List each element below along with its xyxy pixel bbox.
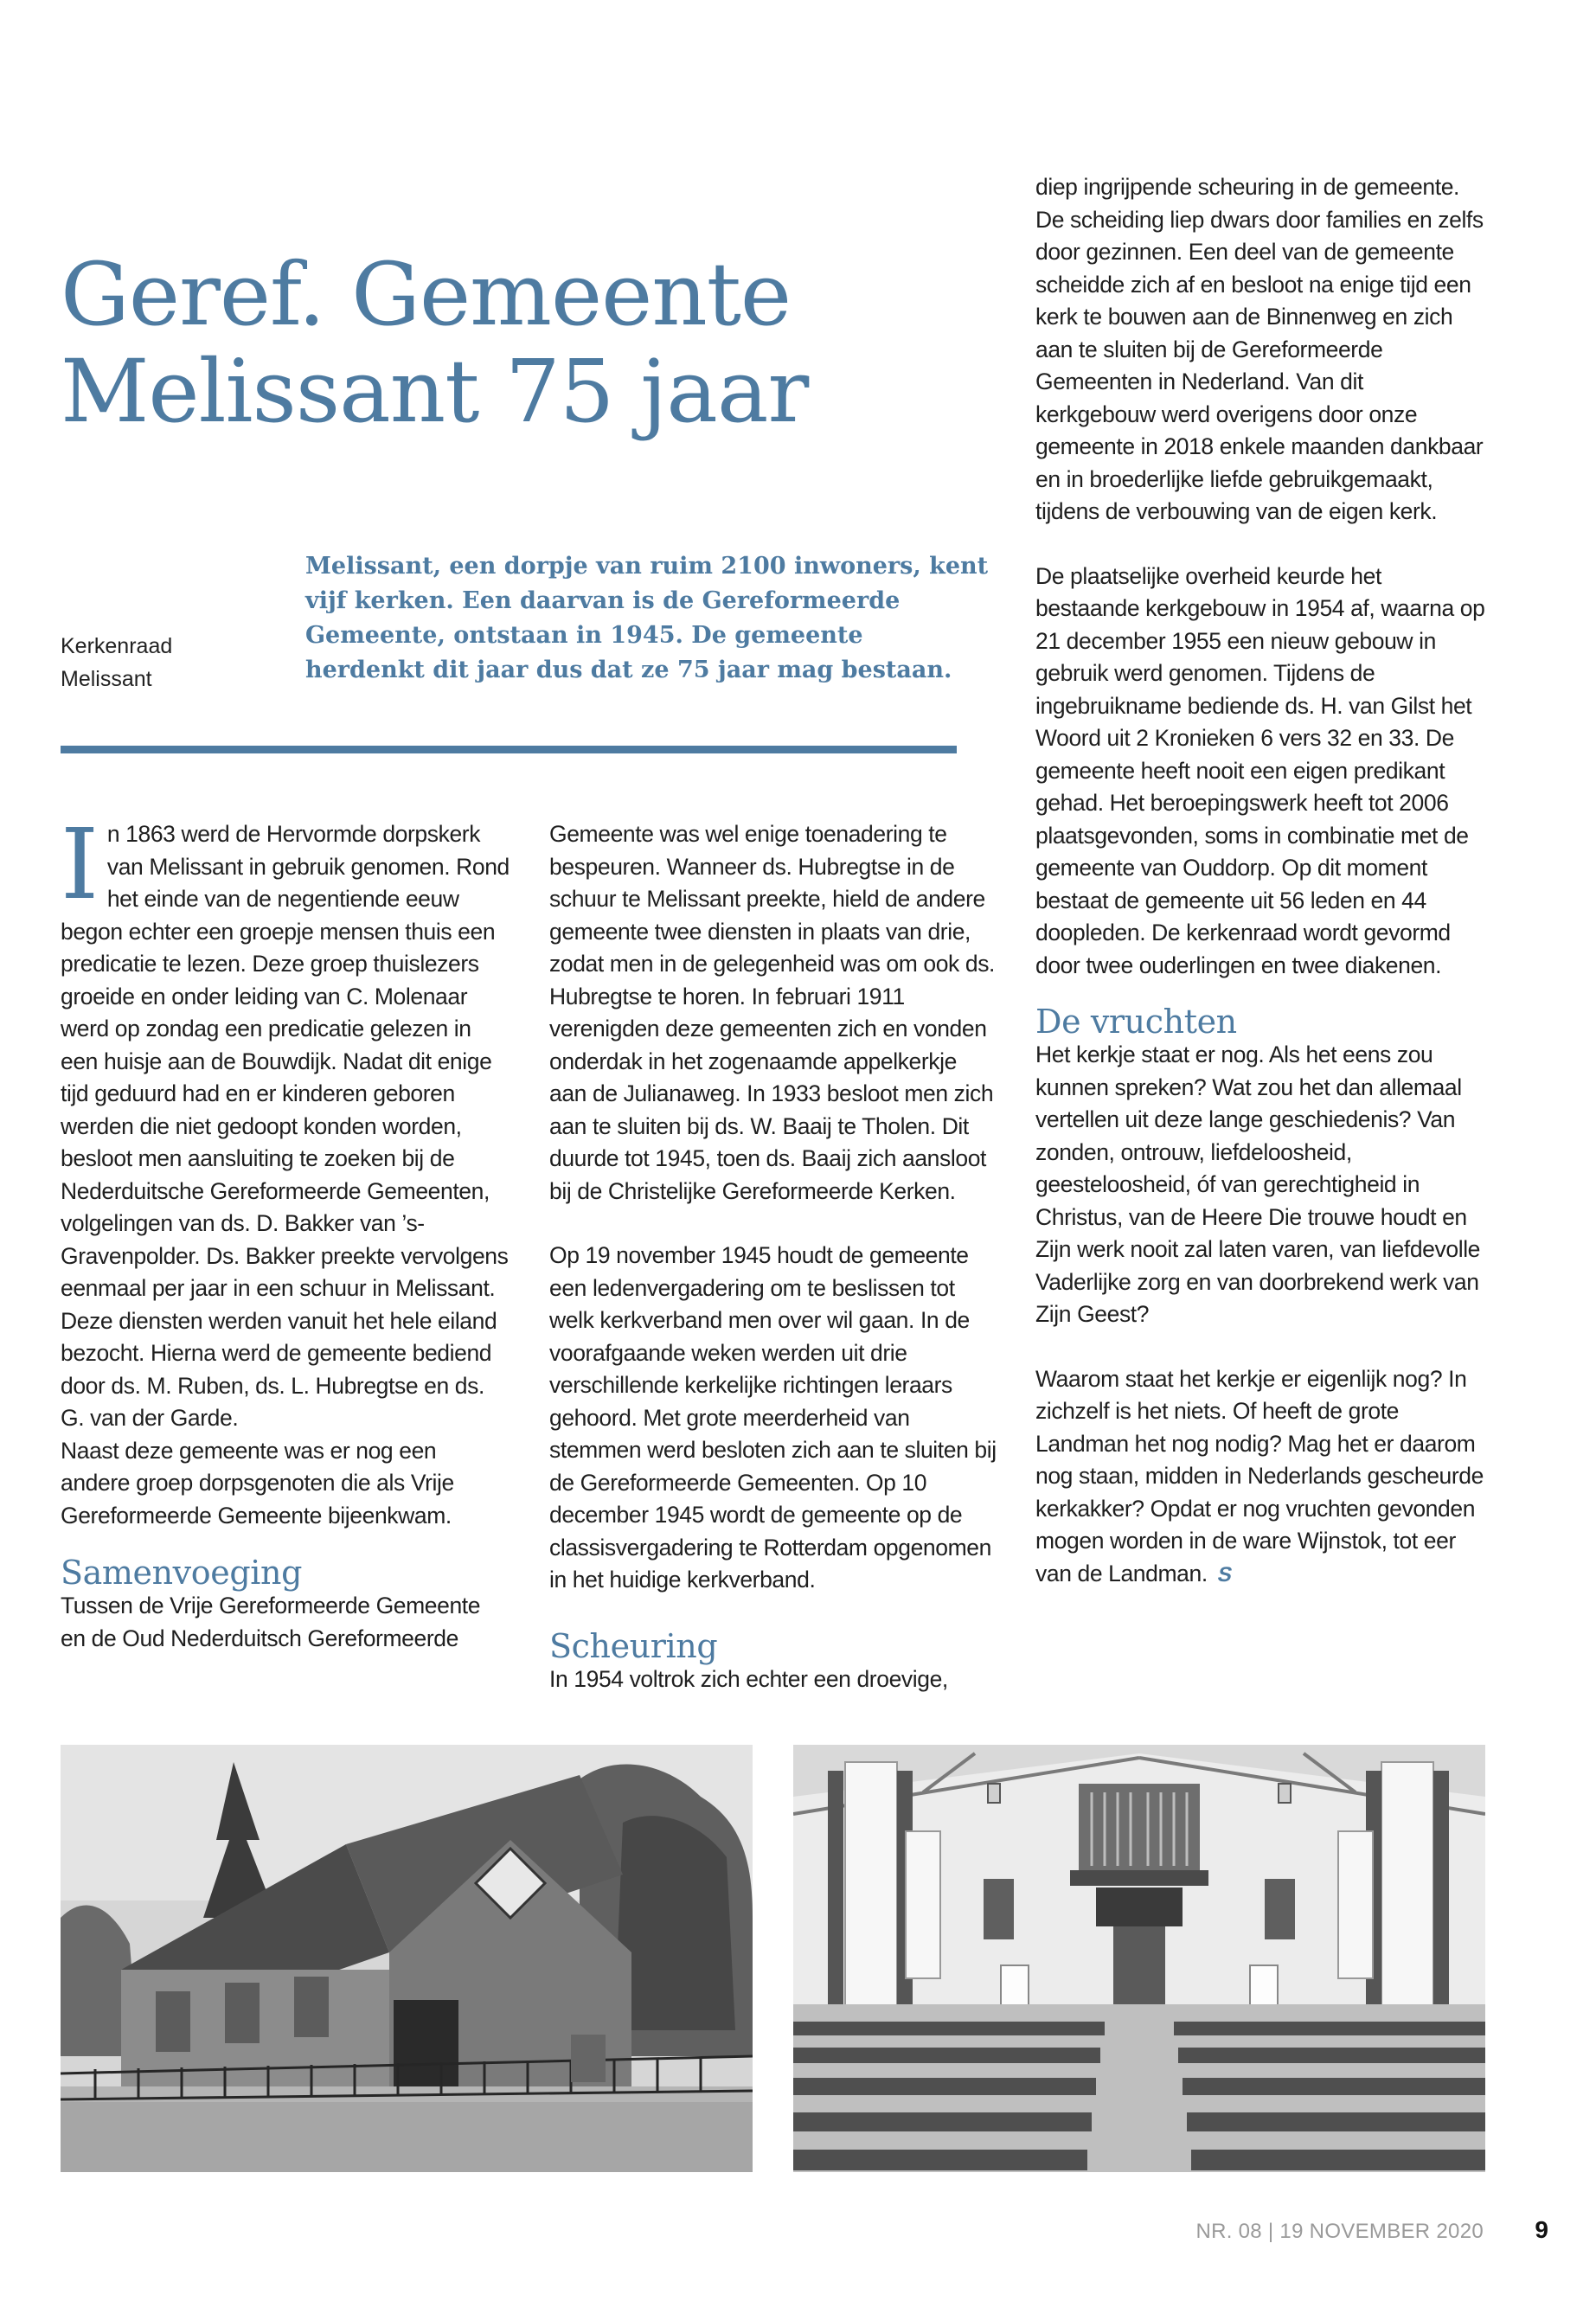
col3-paragraph-4 bbox=[1035, 1363, 1485, 1592]
end-mark-icon: S bbox=[1215, 1562, 1234, 1586]
article-title bbox=[61, 244, 969, 442]
title-line-1: Geref. Gemeente bbox=[61, 244, 792, 345]
column-1 bbox=[61, 809, 510, 1655]
page-number: 9 bbox=[1535, 2216, 1548, 2243]
author-byline bbox=[61, 630, 172, 695]
author-line-2: Melissant bbox=[61, 667, 152, 691]
col3-paragraph-1: diep ingrijpende scheuring in de gemeente. De scheiding liep dwars door families en zelfs door gezinnen. Een deel van de gemeente scheidde zich af en besloot na enige tijd een kerk te bouwen aan de Binnenweg en zich aan te sluiten bij de Gereformeerde Gemeenten in Nederland. Van dit kerkgebouw werd overigens door onze gemeente in 2018 enkele maanden dankbaar en in broederlijke liefde gebruikgemaakt, tijdens de verbouwing van de eigen kerk. bbox=[1035, 174, 1484, 524]
subhead-samenvoeging: Samenvoeging bbox=[61, 1554, 302, 1592]
issue-info: NR. 08 | 19 NOVEMBER 2020 bbox=[1195, 2220, 1484, 2243]
drop-cap: I bbox=[61, 809, 99, 921]
col2-paragraph-2: Op 19 november 1945 houdt de gemeente een ledenvergadering om te beslissen tot welk kerkverband men over wil gaan. In de voorafgaande weken werden uit drie verschillende kerkelijke richtingen leraars gehoord. Met grote meerderheid van stemmen werd besloten zich aan te sluiten bij de Gereformeerde Gemeenten. Op 10 december 1945 wordt de gemeente op de classisvergadering te Rotterdam opgenomen in het huidige kerkverband. bbox=[549, 1242, 997, 1593]
col3-paragraph-4-text: Waarom staat het kerkje er eigenlijk nog? In zichzelf is het niets. Of heeft de grote Landman het nog nodig? Mag het er daarom nog staan, midden in Nederlands gescheurde kerkakker? Opdat er nog vruchten gevonden mogen worden in de ware Wijnstok, tot eer van de Landman. bbox=[1035, 1365, 1484, 1586]
page-footer bbox=[1168, 2214, 1548, 2249]
section-divider bbox=[61, 746, 957, 753]
col2-paragraph-1: Gemeente was wel enige toenadering te bespeuren. Wanneer ds. Hubregtse in de schuur te Melissant preekte, hield de andere gemeente twee diensten in plaats van drie, zodat men in de gelegenheid was om ook ds. Hubregtse te horen. In februari 1911 verenigden deze gemeenten zich en vonden onderdak in het zogenaamde appelkerkje aan de Julianaweg. In 1933 besloot men zich aan te sluiten bij ds. W. Baaij te Tholen. Dit duurde tot 1945, toen ds. Baaij zich aansloot bij de Christelijke Gereformeerde Kerken. bbox=[549, 821, 996, 1204]
subhead-de-vruchten: De vruchten bbox=[1035, 1003, 1237, 1041]
col2-paragraph-3: In 1954 voltrok zich echter een droevige, bbox=[549, 1665, 948, 1692]
col3-paragraph-2: De plaatselijke overheid keurde het bestaande kerkgebouw in 1954 af, waarna op 21 december 1955 een nieuw gebouw in gebruik werd genomen. Tijdens de ingebruikname bediende ds. H. van Gilst het Woord uit 2 Kronieken 6 vers 32 en 33. De gemeente heeft nooit een eigen predikant gehad. Het beroepingswerk heeft tot 2006 plaatsgevonden, soms in combinatie met de gemeente van Ouddorp. Op dit moment bestaat de gemeente uit 56 leden en 44 doopleden. De kerkenraad wordt gevormd door twee ouderlingen en twee diakenen. bbox=[1035, 562, 1485, 978]
subhead-scheuring: Scheuring bbox=[549, 1626, 718, 1665]
lead-paragraph: Melissant, een dorpje van ruim 2100 inwoners, kent vijf kerken. Een daarvan is de Gereformeerde Gemeente, ontstaan in 1945. De gemeente herdenkt dit jaar dus dat ze 75 jaar mag bestaan. bbox=[305, 553, 989, 683]
col1-paragraph-2: Naast deze gemeente was er nog een andere groep dorpsgenoten die als Vrije Gereformeerde Gemeente bijeenkwam. bbox=[61, 1437, 454, 1529]
col1-paragraph-1 bbox=[61, 809, 510, 1435]
column-2 bbox=[549, 818, 999, 1695]
col1-paragraph-3: Tussen de Vrije Gereformeerde Gemeente en de Oud Nederduitsch Gereformeerde bbox=[61, 1593, 481, 1651]
col3-paragraph-3: Het kerkje staat er nog. Als het eens zou kunnen spreken? Wat zou het dan allemaal vertellen uit deze lange geschiedenis? Van zonden, ontrouw, liefdeloosheid, geesteloosheid, óf van gerechtigheid in Christus, van de Heere Die trouwe houdt en Zijn werk nooit zal laten varen, van liefdevolle Vaderlijke zorg en van doorbrekend werk van Zijn Geest? bbox=[1035, 1042, 1481, 1327]
title-line-2: Melissant 75 jaar bbox=[61, 341, 809, 442]
col1-paragraph-1-text: n 1863 werd de Hervormde dorpskerk van Melissant in gebruik genomen. Rond het einde van de negentiende eeuw begon echter een groepje mensen thuis een predicatie te lezen. Deze groep thuislezers groeide en onder leiding van C. Molenaar werd op zondag een predicatie gelezen in een huisje aan de Bouwdijk. Nadat dit enige tijd geduurd had en er kinderen geboren werden die niet gedoopt konden worden, besloot men aansluiting te zoeken bij de Nederduitsche Gereformeerde Gemeenten, volgelingen van ds. D. Bakker van ’s-Gravenpolder. Ds. Bakker preekte vervolgens eenmaal per jaar in een schuur in Melissant. Deze diensten werden vanuit het hele eiland bezocht. Hierna werd de gemeente bediend door ds. M. Ruben, ds. L. Hubregtse en ds. G. van der Garde. bbox=[61, 821, 510, 1431]
column-3 bbox=[1035, 171, 1485, 1591]
author-line-1: Kerkenraad bbox=[61, 634, 173, 658]
church-interior-photo bbox=[793, 1745, 1485, 2172]
church-exterior-photo bbox=[61, 1745, 753, 2172]
